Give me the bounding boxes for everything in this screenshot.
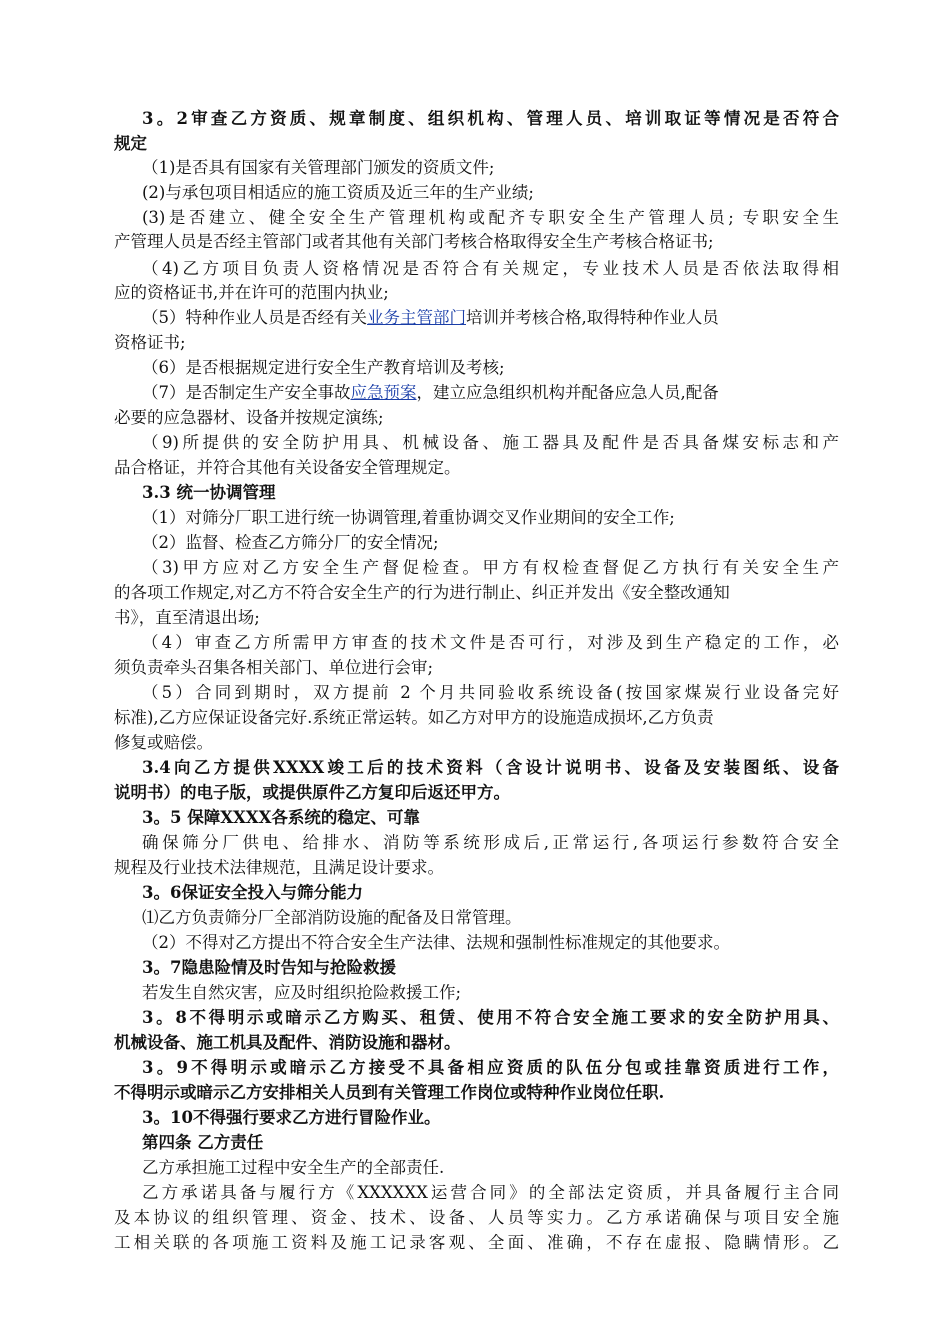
- paragraph-line: （1)是否具有国家有关管理部门颁发的资质文件;: [142, 158, 495, 177]
- text-segment: ，建立应急组织机构并配备应急人员,配备: [416, 383, 719, 402]
- heading-3-2: 3。2审查乙方资质、规章制度、组织机构、管理人员、培训取证等情况是否符合: [142, 109, 839, 128]
- heading-3-10: 3。10不得强行要求乙方进行冒险作业。: [142, 1108, 441, 1127]
- paragraph-line: （2）不得对乙方提出不符合安全生产法律、法规和强制性标准规定的其他要求。: [142, 933, 730, 952]
- heading-3-8-cont: 机械设备、施工机具及配件、消防设施和器材。: [114, 1033, 461, 1052]
- paragraph-line: 乙方承诺具备与履行方《XXXXXX运营合同》的全部法定资质，并具备履行主合同: [142, 1183, 839, 1202]
- heading-3-2-cont: 规定: [114, 134, 147, 153]
- heading-3-9-cont: 不得明示或暗示乙方安排相关人员到有关管理工作岗位或特种作业岗位任职.: [114, 1083, 665, 1102]
- paragraph-line: 若发生自然灾害，应及时组织抢险救援工作;: [142, 983, 462, 1002]
- paragraph-line: 书》，直至清退出场;: [114, 608, 260, 627]
- paragraph-line: 修复或赔偿。: [114, 733, 213, 752]
- paragraph-line: ⑴乙方负责筛分厂全部消防设施的配备及日常管理。: [142, 908, 522, 927]
- paragraph-line: （5）合同到期时，双方提前 2 个月共同验收系统设备(按国家煤炭行业设备完好: [142, 683, 839, 702]
- paragraph-line: （4)乙方项目负责人资格情况是否符合有关规定，专业技术人员是否依法取得相: [142, 259, 839, 278]
- article-4-title: 第四条 乙方责任: [142, 1133, 264, 1152]
- link-emergency-plan[interactable]: 应急预案: [350, 383, 417, 402]
- paragraph-line: （1）对筛分厂职工进行统一协调管理,着重协调交叉作业期间的安全工作;: [142, 508, 675, 527]
- paragraph-line: 产管理人员是否经主管部门或者其他有关部门考核合格取得安全生产考核合格证书;: [114, 232, 714, 251]
- paragraph-line: （4）审查乙方所需甲方审查的技术文件是否可行，对涉及到生产稳定的工作，必: [142, 633, 839, 652]
- paragraph-line: （6）是否根据规定进行安全生产教育培训及考核;: [142, 358, 505, 377]
- paragraph-line: 标准),乙方应保证设备完好.系统正常运转。如乙方对甲方的设施造成损坏,乙方负责: [114, 708, 714, 727]
- heading-3-8: 3。8不得明示或暗示乙方购买、租赁、使用不符合安全施工要求的安全防护用具、: [142, 1008, 839, 1027]
- paragraph-line: [142, 306, 839, 330]
- paragraph-line: 及本协议的组织管理、资金、技术、设备、人员等实力。乙方承诺确保与项目安全施: [114, 1208, 839, 1227]
- text-segment: （5）特种作业人员是否经有关: [142, 308, 367, 327]
- heading-3-6: 3。6保证安全投入与筛分能力: [142, 883, 363, 902]
- paragraph-line: (2)与承包项目相适应的施工资质及近三年的生产业绩;: [142, 183, 534, 202]
- paragraph-line: (3)是否建立、健全安全生产管理机构或配齐专职安全生产管理人员; 专职安全生: [142, 208, 839, 227]
- paragraph-line: 乙方承担施工过程中安全生产的全部责任.: [142, 1158, 445, 1177]
- paragraph-line: 品合格证，并符合其他有关设备安全管理规定。: [114, 458, 461, 477]
- heading-3-4: 3.4向乙方提供XXXX竣工后的技术资料（含设计说明书、设备及安装图纸、设备: [142, 758, 839, 777]
- paragraph-line: 工相关联的各项施工资料及施工记录客观、全面、准确，不存在虚报、隐瞒情形。乙: [114, 1233, 839, 1252]
- text-segment: （7）是否制定生产安全事故: [142, 383, 351, 402]
- paragraph-line: 资格证书;: [114, 333, 186, 352]
- paragraph-line: 确保筛分厂供电、给排水、消防等系统形成后,正常运行,各项运行参数符合安全: [142, 833, 839, 852]
- heading-3-9: 3。9不得明示或暗示乙方接受不具备相应资质的队伍分包或挂靠资质进行工作，: [142, 1058, 839, 1077]
- heading-3-7: 3。7隐患险情及时告知与抢险救援: [142, 958, 396, 977]
- paragraph-line: 的各项工作规定,对乙方不符合安全生产的行为进行制止、纠正并发出《安全整改通知: [114, 583, 730, 602]
- paragraph-line: （9)所提供的安全防护用具、机械设备、施工器具及配件是否具备煤安标志和产: [142, 433, 839, 452]
- paragraph-line: 须负责牵头召集各相关部门、单位进行会审;: [114, 658, 434, 677]
- paragraph-line: 应的资格证书,并在许可的范围内执业;: [114, 283, 389, 302]
- heading-3-5: 3。5 保障XXXX各系统的稳定、可靠: [142, 808, 420, 827]
- paragraph-line: 规程及行业技术法律规范，且满足设计要求。: [114, 858, 444, 877]
- text-segment: 培训并考核合格,取得特种作业人员: [466, 308, 719, 327]
- heading-3-3: 3.3 统一协调管理: [142, 483, 276, 502]
- paragraph-line: （3)甲方应对乙方安全生产督促检查。甲方有权检查督促乙方执行有关安全生产: [142, 558, 839, 577]
- heading-3-4-cont: 说明书）的电子版，或提供原件乙方复印后返还甲方。: [114, 783, 510, 802]
- paragraph-line: （2）监督、检查乙方筛分厂的安全情况;: [142, 533, 439, 552]
- link-business-department[interactable]: 业务主管部门: [367, 308, 466, 327]
- paragraph-line: [142, 381, 839, 405]
- paragraph-line: 必要的应急器材、设备并按规定演练;: [114, 408, 384, 427]
